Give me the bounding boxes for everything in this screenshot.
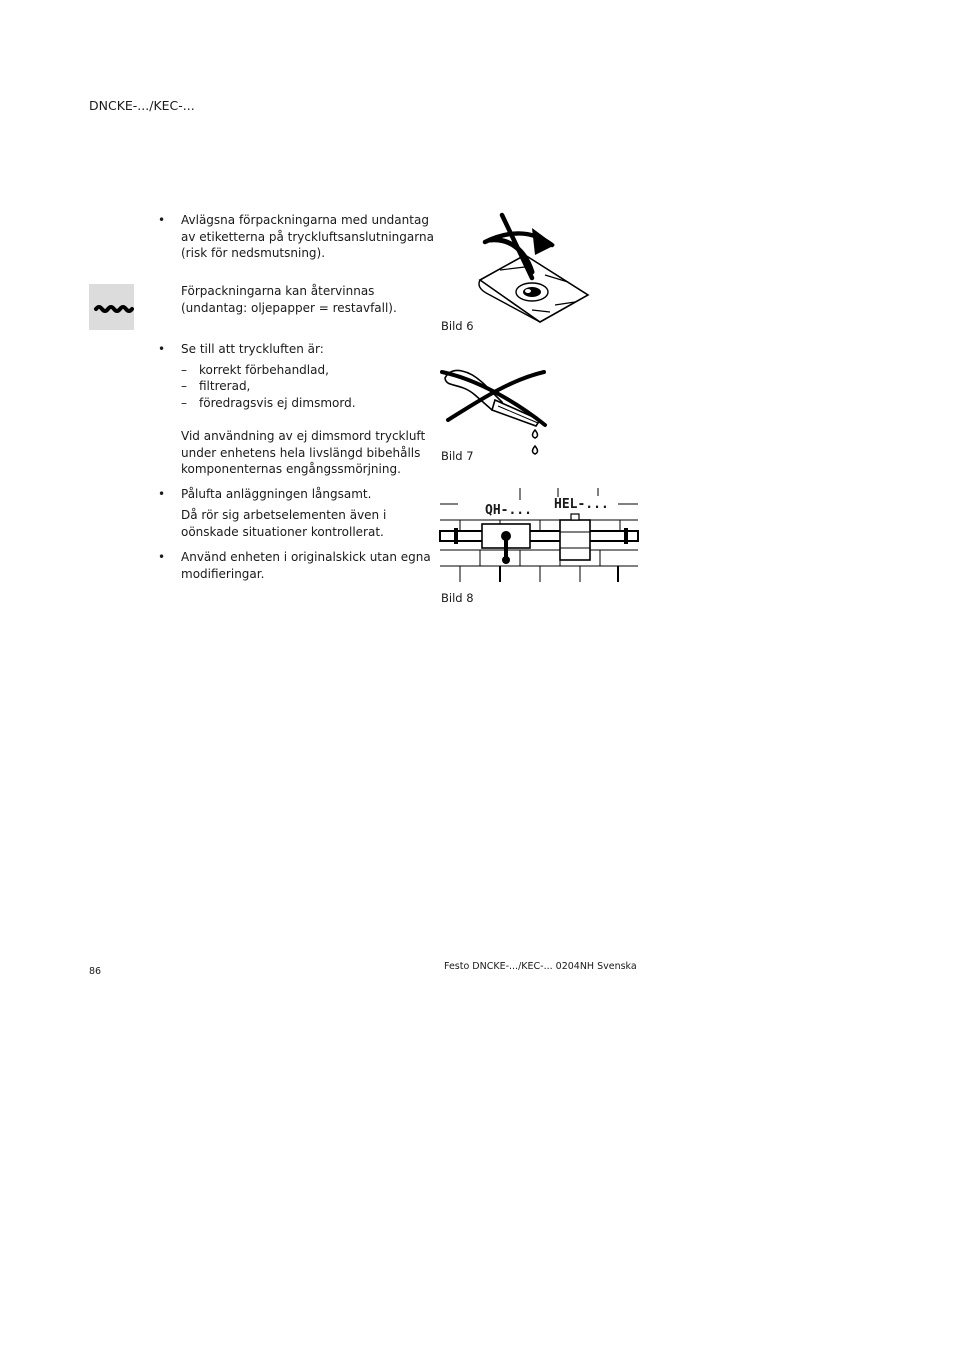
document-header: DNCKE-.../KEC-... [89,98,195,113]
bullet-2: • [158,342,166,356]
item-2-note-line: Vid användning av ej dimsmord tryckluft [181,429,426,443]
figure-8-label-hel: HEL-... [554,497,609,512]
environment-note-line: Förpackningarna kan återvinnas [181,284,375,298]
item-2-note-line: under enhetens hela livslängd bibehålls [181,445,421,460]
item-4-line: Använd enheten i originalskick utan egna [181,550,431,564]
item-1-line: (risk för nedsmutsning). [181,246,326,260]
item-3-note-line: oönskade situationer kontrollerat. [181,524,384,539]
sub-item: filtrerad, [199,379,251,393]
item-3-note-line: Då rör sig arbetselementen även i [181,508,387,522]
dash: – [181,379,187,393]
bullet-4: • [158,550,166,564]
item-1-line: Avlägsna förpackningarna med undantag [181,213,429,227]
dash: – [181,363,187,377]
page-number: 86 [89,966,102,977]
figure-8-label-qh: QH-... [485,503,532,518]
item-1-text [181,212,434,262]
dash: – [181,396,187,410]
item-3-note [181,507,386,540]
item-2-note-line: komponenternas engångssmörjning. [181,462,401,476]
environment-note-line: (undantag: oljepapper = restavfall). [181,300,397,315]
item-3-text: Pålufta anläggningen långsamt. [181,487,372,501]
item-2-text: Se till att tryckluften är: [181,342,324,356]
environment-note [181,283,397,316]
item-1-line: av etiketterna på tryckluftsanslutningarna [181,229,434,244]
figure-7-illustration [440,360,550,460]
figure-7-caption: Bild 7 [441,449,474,463]
item-4-line: modifieringar. [181,566,265,581]
footer-document-reference: Festo DNCKE-.../KEC-... 0204NH Svenska [444,961,637,972]
environment-recycling-icon [89,284,134,330]
item-2-note [181,428,425,478]
figure-8-caption: Bild 8 [441,591,474,605]
figure-6-illustration [470,210,595,330]
figure-6-caption: Bild 6 [441,319,474,333]
sub-item: korrekt förbehandlad, [199,363,329,377]
bullet-3: • [158,487,166,501]
sub-item: föredragsvis ej dimsmord. [199,396,356,410]
item-4-text [181,549,431,582]
bullet-1: • [158,213,166,227]
